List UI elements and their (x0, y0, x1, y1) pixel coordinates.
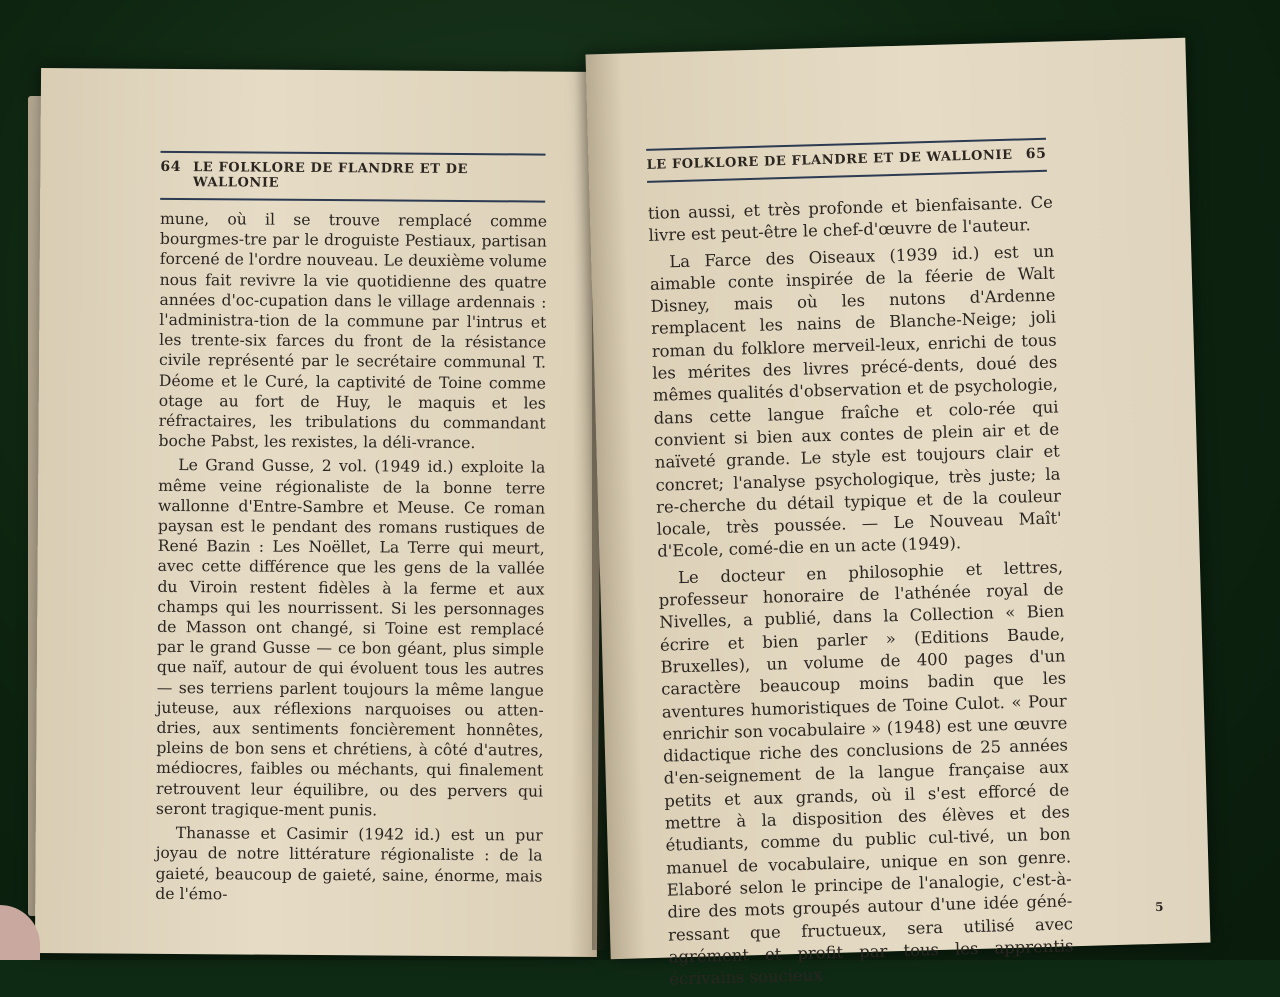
left-running-head (160, 159, 545, 193)
paragraph: La Farce des Oiseaux (1939 id.) est un aimable conte inspirée de la féerie de Walt Disney, mais où les nutons d'Ardenne remplacent les nains de Blanche-Neige; joli roman du folklore merveil-leux, enrichi de tous les mérites des livres précé-dents, doué des mêmes qualités d'observation et de psychologie, dans cette langue fraîche et colo-rée qui convient si bien aux contes de plein air et de naïveté grande. Le style est toujours clair et concret; l'analyse psychologique, très juste; la re-cherche du détail typique et de la couleur locale, très poussée. — Le Nouveau Maît' d'Ecole, comé-die en un acte (1949). (649, 241, 1062, 562)
right-running-head (646, 146, 1046, 173)
left-page-number: 64 (160, 158, 182, 176)
header-rule-bottom (160, 198, 545, 203)
signature-mark: 5 (1154, 899, 1164, 914)
right-body-text (648, 192, 1075, 995)
paragraph: Le docteur en philosophie et lettres, professeur honoraire de l'athénée royal de Nivelles, a publié, dans la Collection « Bien écrire et bien parler » (Editions Baude, Bruxelles), un volume de 400 pages d'un caractère beaucoup moins badin que les aventures humoristiques de Toine Culot. « Pour enrichir son vocabulaire » (1948) est une œuvre didactique riche des conclusions de 25 années d'en-seignement de la langue française aux petits et aux grands, où il s'est efforcé de mettre à la disposition des élèves et des étudiants, comme du public cul-tivé, un bon manuel de vocabulaire, unique en son genre. Elaboré selon le principe de l'analogie, c'est-à-dire des mots groupés autour d'une idée géné-ressant que fructueux, sera utilisé avec agrément et profit par tous les apprentis écrivains soucieux (658, 557, 1074, 989)
header-rule-bottom (647, 170, 1047, 183)
left-page (35, 68, 603, 957)
paragraph: Thanasse et Casimir (1942 id.) est un pur joyau de notre littérature régionaliste : de la gaieté, beaucoup de gaieté, saine, énorme, mais de l'émo- (155, 824, 543, 904)
right-page-number: 65 (1025, 145, 1047, 163)
left-body-text (155, 209, 547, 911)
paragraph: Le Grand Gusse, 2 vol. (1949 id.) exploite la même veine régionaliste de la bonne terre wallonne d'Entre-Sambre et Meuse. Ce roman paysan est le pendant des romans rustiques de René Bazin : Les Noëllet, La Terre qui meurt, avec cette différence que les gens de la vallée du Viroin restent fidèles à la ferme et aux champs qui les nourrissent. Si les personnages de Masson ont changé, si Toine est remplacé par le grand Gusse — ce bon géant, plus simple que naïf, autour de qui évoluent tous les autres — ses terriens parlent toujours la même langue juteuse, aux réflexions narquoises ou atten-dries, aux sentiments foncièrement honnêtes, pleins de bon sens et chrétiens, à côté d'autres, médiocres, faibles ou méchants, qui finalement retrouvent leur équilibre, ou des pervers qui seront tragique-ment punis. (155, 456, 546, 820)
right-running-head-title: LE FOLKLORE DE FLANDRE ET DE WALLONIE (646, 147, 1013, 173)
left-running-head-title: LE FOLKLORE DE FLANDRE ET DE WALLONIE (192, 160, 469, 191)
header-rule-top (161, 151, 546, 156)
paragraph: tion aussi, et très profonde et bienfaisante. Ce livre est peut-être le chef-d'œuvre de l'auteur. (647, 192, 1054, 246)
paragraph: mune, où il se trouve remplacé comme bourgmes-tre par le droguiste Pestiaux, partisan forcené de l'ordre nouveau. Le deuxième volume nous fait revivre la vie quotidienne des quatre années d'oc-cupation dans le village ardennais : l'administra-tion de la commune par l'intrus et les trente-six farces du front de la résistance civile représenté par le secrétaire communal T. Déome et le Curé, la captivité de Toine comme otage au fort de Huy, le maquis et les réfractaires, les tribulations du commandant boche Pabst, les rexistes, la déli-vrance. (158, 209, 548, 453)
right-page (585, 38, 1210, 989)
